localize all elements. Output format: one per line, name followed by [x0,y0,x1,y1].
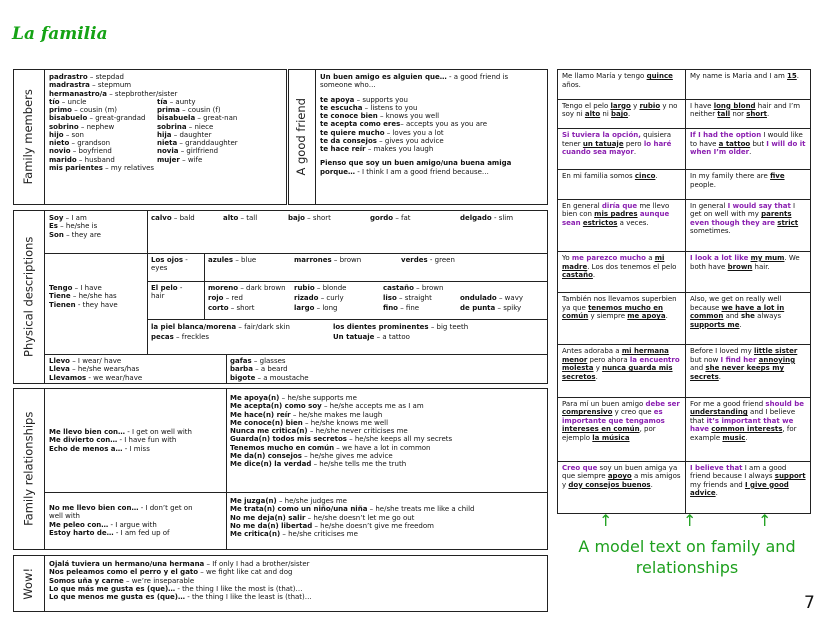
positive-relationships-right [226,389,547,492]
arrow-up-icon: ↑ [599,511,613,530]
arrow-up-icon: ↑ [758,511,772,530]
positive-relationships-left [45,389,226,492]
model-text-row [558,199,811,251]
text-line: Guarda(n) todos mis secretos – he/she keeps all my secrets [230,435,453,444]
spanish-text: Si tuviera la opción, quisiera tener un tatuaje pero lo haré cuando sea mayor. [558,129,686,170]
vocab-item: rojo – red [208,294,243,302]
text-line: Me llevo bien con… - I get on well with [49,428,192,437]
text-line: No me da(n) libertad – he/she doesn’t give me freedom [230,521,434,530]
text-line: bigote – a moustache [230,373,309,382]
hair-row [208,284,543,294]
vocab-item: rubio – blonde [294,284,347,292]
text-line: Nos peleamos como el perro y el gato – we fight like cat and dog [49,568,293,577]
good-friend-text [316,70,547,204]
vocab-item: castaño – brown [383,284,444,292]
build-items [151,214,543,224]
arrow-up-icon: ↑ [683,511,697,530]
ojos-label [147,253,204,281]
text-line: well with [49,512,80,521]
text-line: Tengo – I have [49,284,102,292]
text-line: Me apoya(n) – he/she supports me [230,394,357,402]
text-line: novio – boyfriend novia – girlfriend [49,147,219,156]
text-line: mis parientes – my relatives [49,163,155,172]
negative-relationships-right [226,492,547,549]
page-number: 7 [804,593,815,613]
model-text-table [557,69,811,514]
text-line: Lo que menos me gusta es (que)… - the thing I like the least is (that)… [49,593,312,601]
vocab-item: ondulado – wavy [460,294,523,302]
text-line: Lleva – he/she wears/has [49,365,140,374]
vocab-item: rizado – curly [294,294,344,302]
text-line: Me trata(n) como un niño/una niña – he/she treats me like a child [230,505,475,514]
spanish-text: Yo me parezco mucho a mi madre. Los dos tenemos el pelo castaño. [558,252,686,293]
text-line: Me acepta(n) como soy – he/she accepts me as I am [230,402,424,411]
text-line: Lo que más me gusta es (que)… - the thing I like the most is (that)… [49,584,303,593]
spanish-text: Me llamo María y tengo quince años. [558,70,686,100]
vocab-item: fino – fine [383,304,420,312]
good-friend-list [320,96,543,154]
positive-starters [49,428,192,453]
vocab-item: marrones – brown [294,256,362,264]
physical-descriptions-label: Physical descriptions [14,211,45,383]
wow-box [13,555,548,612]
text-line: Me da(n) consejos – he/she gives me advice [230,451,393,460]
text-line: primo – cousin (m) prima – cousin (f) [49,106,221,114]
english-text: My name is Maria and I am 15. [686,70,811,100]
text-line: Ojalá tuviera un hermano/una hermana – If only I had a brother/sister [49,560,310,568]
english-text: I have long blond hair and I’m neither tall nor short. [686,99,811,129]
page-title: La familia [12,24,108,44]
spanish-text: Tengo el pelo largo y rubio y no soy ni alto ni bajo. [558,99,686,129]
build-adjectives [147,211,547,253]
text-line: te quiere mucho – loves you a lot [320,128,444,137]
hair-row [208,294,543,304]
hair-adjectives [204,281,547,319]
vocab-item: verdes - green [401,256,455,264]
good-friend-intro [320,73,543,90]
model-text-row [558,461,811,513]
text-line: Me juzga(n) – he/she judges me [230,497,347,505]
spanish-text: También nos llevamos superbien ya que tenemos mucho en común y siempre me apoya. [558,292,686,344]
model-text-caption: A model text on family and relationships [578,537,796,577]
other-features [147,319,547,354]
text-line: Me dice(n) la verdad – he/she tells me the truth [230,460,407,468]
text-line: Me conoce(n) bien – he/she knows me well [230,418,389,427]
text-line: Somos uña y carne – we’re inseparable [49,576,195,585]
vocab-item: los dientes prominentes – big teeth [333,323,469,331]
text-line: madrastra – stepmum [49,81,132,90]
spanish-text: Antes adoraba a mi hermana menor pero ahora la encuentro molesta y nunca guarda mis secretos. [558,345,686,397]
family-relationships-box [13,388,548,550]
good-friend-label: A good friend [289,70,316,204]
text-line: hermanastro/a – stepbrother/sister [49,89,178,98]
english-text: Before I loved my little sister but now I find her annoying and she never keeps my secrets. [686,345,811,397]
text-line: marido – husband mujer – wife [49,155,203,164]
vocab-item: calvo – bald [151,214,195,222]
negative-starters [49,504,193,537]
text-line: Me hace(n) reír – he/she makes me laugh [230,410,383,419]
text-line: bisabuelo – great-grandad bisabuela – great-nan [49,114,238,123]
text-line: te hace reír – makes you laugh [320,145,434,153]
family-members-label: Family members [14,70,45,204]
vocab-item: alto – tall [223,214,258,222]
english-text: Also, we get on really well because we have a lot in common and she always supports me. [686,292,811,344]
tengo-tiene-tienen [45,281,147,321]
spanish-text: En mi familia somos cinco. [558,170,686,200]
negative-relationships-left [45,492,226,549]
model-text-row [558,292,811,344]
text-line: Me divierto con… - I have fun with [49,436,177,445]
text-line: te conoce bien – knows you well [320,112,440,120]
accessories [226,354,547,384]
hair-row [208,304,543,314]
text-line: Tiene – he/she has [49,292,117,301]
text-line: Un buen amigo es alguien que… - a good friend is [320,73,509,81]
text-line: Me peleo con… - I argue with [49,520,157,529]
vocab-item: gordo – fat [370,214,411,222]
family-members-box [13,69,287,205]
text-line: Tenemos mucho en común – we have a lot in common [230,443,431,452]
model-text-row [558,70,811,100]
soy-es-son [45,211,147,253]
family-relationships-label: Family relationships [14,389,45,549]
eye-items [208,256,543,266]
text-line: Me critica(n) – he/she criticises me [230,530,358,538]
text-line: Son – they are [49,230,101,239]
english-text: For me a good friend should be understanding and I believe that it’s important that we have common interests, for example music. [686,397,811,461]
pelo-label [147,281,204,319]
vocab-item: delgado - slim [460,214,514,222]
text-line: te apoya – supports you [320,95,408,104]
text-line: Nunca me critica(n) – he/she never criticises me [230,427,408,435]
text-line: porque… - I think I am a good friend because… [320,167,489,176]
eye-colours [204,253,547,281]
good-friend-box [288,69,548,205]
text-line: hair [151,292,165,301]
text-line: barba – a beard [230,365,288,374]
llevo-lleva-llevamos [45,354,226,384]
vocab-item: de punta – spiky [460,304,522,312]
family-members-list [45,70,286,204]
text-line: te acepta como eres– accepts you as you are [320,120,488,129]
text-line: No me llevo bien con… - I don’t get on [49,504,193,512]
text-line: Soy – I am [49,214,87,222]
spanish-text: Creo que soy un buen amiga ya que siempre apoyo a mis amigos y doy consejos buenos. [558,461,686,513]
wow-phrases [45,556,547,611]
text-line: Tienen - they have [49,300,118,309]
vocab-item: la piel blanca/morena – fair/dark skin [151,323,290,331]
text-line: Estoy harto de… - I am fed up of [49,528,170,537]
physical-descriptions-box [13,210,548,384]
text-line: hijo – son hija – daughter [49,130,212,139]
model-text-row [558,129,811,170]
feature-items [151,323,543,343]
spanish-text: En general diría que me llevo bien con mis padres aunque sean estrictos a veces. [558,199,686,251]
text-line: Echo de menos a… - I miss [49,444,150,453]
english-text: I look a lot like my mum. We both have brown hair. [686,252,811,293]
vocab-item: moreno – dark brown [208,284,286,292]
model-text-row [558,170,811,200]
model-text-row [558,99,811,129]
text-line: No me deja(n) salir – he/she doesn’t let me go out [230,513,415,522]
vocab-item: bajo – short [288,214,331,222]
model-text-row [558,397,811,461]
english-text: If I had the option I would like to have a tattoo but I will do it when I’m older. [686,129,811,170]
text-line: Es – he/she is [49,222,98,231]
text-line: Llevamos - we wear/have [49,373,143,382]
english-text: In my family there are five people. [686,170,811,200]
text-line: El pelo - [151,284,183,292]
model-text-row [558,345,811,397]
text-line: nieto – grandson nieta – granddaughter [49,139,238,147]
text-line: tío – uncle tía – aunty [49,97,196,106]
text-line: gafas – glasses [230,357,286,365]
text-line: Los ojos - [151,256,188,264]
vocab-item: pecas – freckles [151,333,210,341]
text-line: Pienso que soy un buen amigo/una buena amiga [320,159,512,168]
spanish-text: Para mí un buen amigo debe ser comprensivo y creo que es importante que tengamos intereses en común, por ejemplo la música [558,397,686,461]
text-line: te da consejos – gives you advice [320,136,444,145]
text-line: eyes [151,264,168,273]
text-line: someone who… [320,81,376,90]
vocab-item: Un tatuaje – a tattoo [333,333,410,341]
text-line: sobrino – nephew sobrina – niece [49,122,214,131]
text-line: padrastro – stepdad [49,73,124,81]
text-line: te escucha – listens to you [320,103,418,112]
english-text: In general I would say that I get on well with my parents even though they are strict sometimes. [686,199,811,251]
vocab-item: largo – long [294,304,338,312]
model-text-row [558,252,811,293]
text-line: Llevo – I wear/ have [49,357,122,365]
vocab-item: corto – short [208,304,255,312]
vocab-item: liso – straight [383,294,432,302]
vocab-item: azules – blue [208,256,257,264]
wow-label: Wow! [14,556,45,611]
good-friend-outro [320,159,543,176]
english-text: I believe that I am a good friend because I always support my friends and I give good advice. [686,461,811,513]
